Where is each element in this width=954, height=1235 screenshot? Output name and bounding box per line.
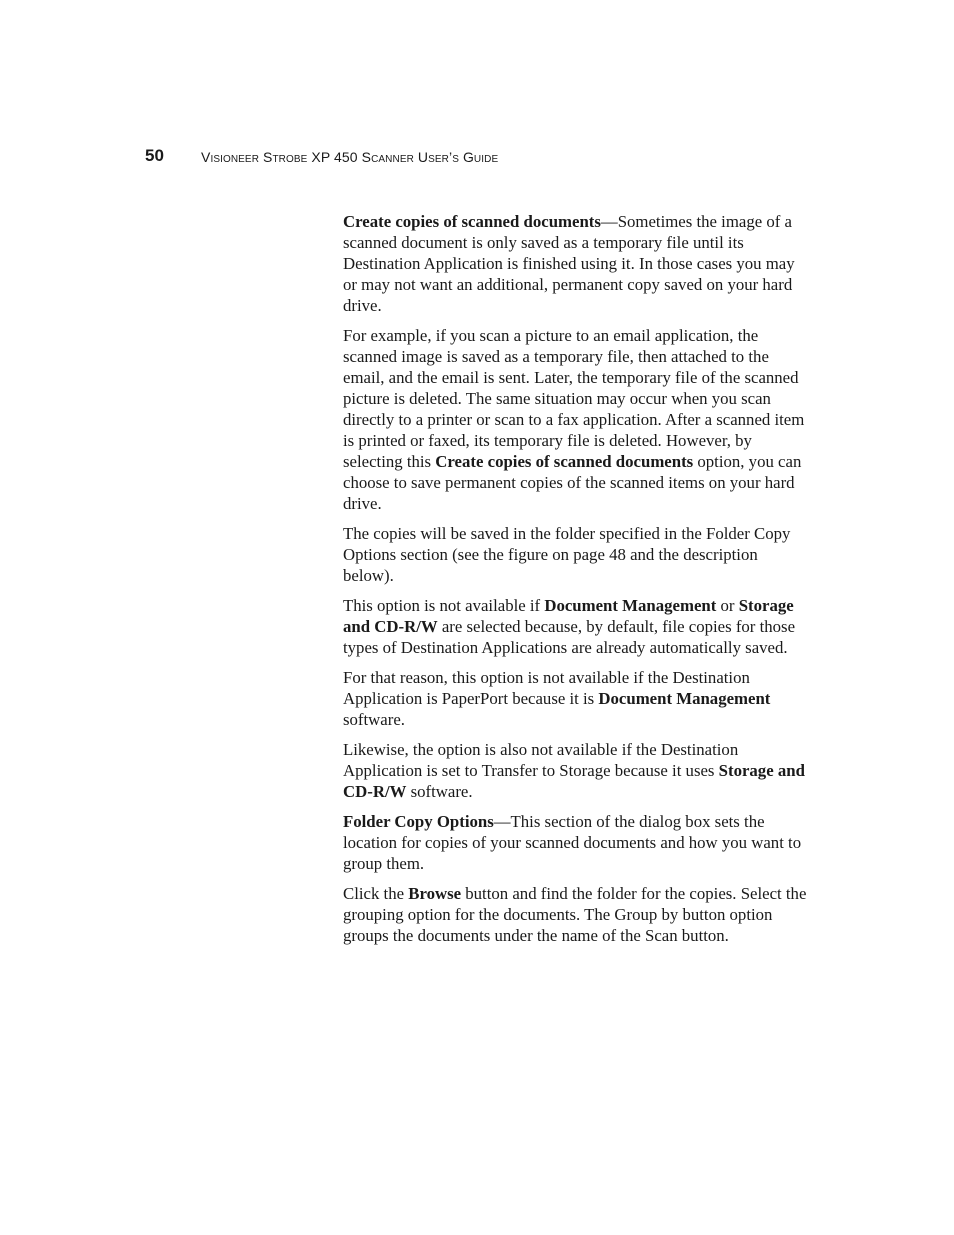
paragraph-text: —This section of the dialog box sets the location for copies of your scanned documents and how you want to group them. xyxy=(343,812,802,873)
paragraph-browse xyxy=(343,883,809,946)
term-storage-cdrw: Storage and CD-R/W xyxy=(343,761,805,801)
term-document-management: Document Management xyxy=(598,689,771,708)
paragraph-text: For that reason, this option is not available if the Destination Application is PaperPort because it is xyxy=(343,668,750,708)
paragraph-text: or xyxy=(716,596,739,615)
paragraph-text: This option is not available if xyxy=(343,596,545,615)
paragraph-create-copies xyxy=(343,211,809,316)
page-number: 50 xyxy=(145,146,164,165)
term-folder-copy-options: Folder Copy Options xyxy=(343,812,494,831)
paragraph-text: button and find the folder for the copies. Select the grouping option for the documents. The Group by button option groups the documents under the name of the Scan button. xyxy=(343,884,807,945)
paragraph-text: software. xyxy=(406,782,473,801)
running-title: Visioneer Strobe XP 450 Scanner User’s Guide xyxy=(201,149,499,165)
paragraph-text: For example, if you scan a picture to an email application, the scanned image is saved as a temporary file, then attached to the email, and the email is sent. Later, the temporary file of the scanned picture is deleted. The same situation may occur when you scan directly to a printer or scan to a fax application. After a scanned item is printed or faxed, its temporary file is deleted. However, by selecting this xyxy=(343,326,805,471)
paragraph-transfer-storage xyxy=(343,739,809,802)
term-storage-cdrw: Storage and CD-R/W xyxy=(343,596,794,636)
paragraph-text: option, you can choose to save permanent copies of the scanned items on your hard drive. xyxy=(343,452,802,513)
term-document-management: Document Management xyxy=(544,596,717,615)
term-create-copies: Create copies of scanned documents xyxy=(343,212,601,231)
paragraph-text: Click the xyxy=(343,884,409,903)
term-browse: Browse xyxy=(408,884,462,903)
page-header xyxy=(145,146,845,172)
paragraph-text: software. xyxy=(343,710,405,729)
paragraph-text: The copies will be saved in the folder specified in the Folder Copy Options section (see the figure on page 48 and the description below). xyxy=(343,524,791,585)
paragraph-copies-location xyxy=(343,523,809,586)
paragraph-text: are selected because, by default, file copies for those types of Destination Applications are already automatically saved. xyxy=(343,617,796,657)
paragraph-text: —Sometimes the image of a scanned document is only saved as a temporary file until its Destination Application is finished using it. In those cases you may or may not want an additional, permanent copy saved on your hard drive. xyxy=(343,212,795,315)
paragraph-paperport xyxy=(343,667,809,730)
main-content xyxy=(343,211,809,955)
paragraph-example xyxy=(343,325,809,514)
paragraph-not-available xyxy=(343,595,809,658)
paragraph-folder-copy-options xyxy=(343,811,809,874)
term-create-copies: Create copies of scanned documents xyxy=(435,452,694,471)
paragraph-text: Likewise, the option is also not available if the Destination Application is set to Transfer to Storage because it uses xyxy=(343,740,739,780)
